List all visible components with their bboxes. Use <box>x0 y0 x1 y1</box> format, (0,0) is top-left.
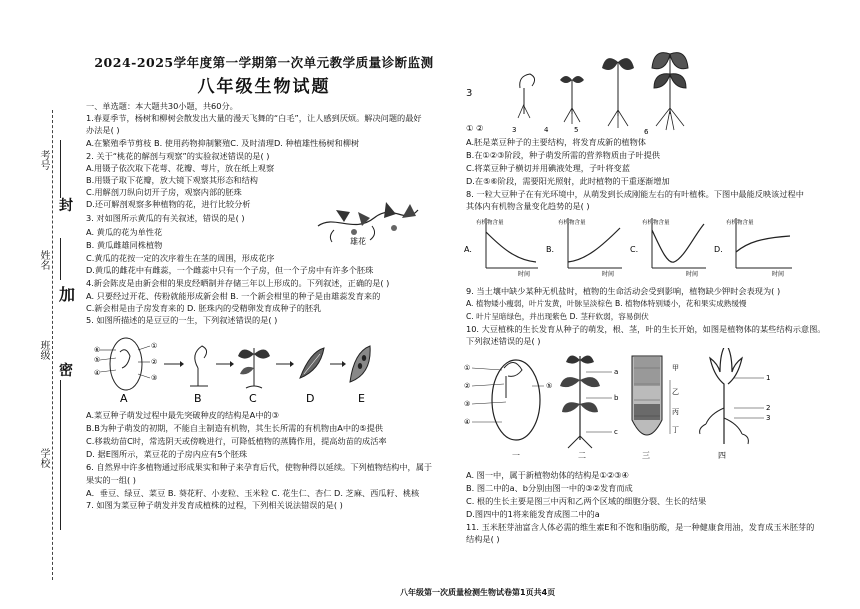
text-line: A. 只要经过开花、传粉就能形成新会柑 B. 一个新会柑里的种子是由雄蕊发育来的 <box>86 291 381 301</box>
text-line: 11. 玉米胚芽油富含人体必需的维生素E和不饱和脂肪酸，是一种健康食用油，发育成玉米胚芽的 <box>466 522 815 532</box>
seal-char-mid: 加 <box>59 285 76 304</box>
text-line: 9. 当土壤中缺少某种无机盐时，植物的生命活动会受到影响，植物缺少钾时会表现为( ) <box>466 286 781 296</box>
text-line: B. 黄瓜雌雄同株植物 <box>86 240 163 250</box>
text-line: 结构是( ) <box>466 534 500 544</box>
text-line: B.用镊子取下花瓣，放大镜下观察其形态和结构 <box>86 175 258 185</box>
text-line: 3. 对如图所示黄瓜的有关叙述，错误的是( ) <box>86 213 245 223</box>
graph-d-ylabel: 有机物含量 <box>726 220 754 226</box>
three-label-ding: 丁 <box>672 426 679 434</box>
graph-c-label: C. <box>630 245 639 254</box>
text-line: 2. 关于“桃花的解剖与观察”的实验叙述错误的是( ) <box>86 151 270 161</box>
page-footer: 八年级第一次质量检测生物试卷第1页共4页 <box>400 588 556 597</box>
bean-stage-b: B <box>194 392 202 405</box>
graph-d-label: D. <box>714 245 723 254</box>
text-line: D.图四中的1将来能发育成图二中的a <box>466 509 600 519</box>
seal-char-bot: 密 <box>59 363 73 379</box>
binding-margin <box>0 0 84 609</box>
seal-char-top: 封 <box>59 198 73 214</box>
bean-num-2: ② <box>151 358 158 366</box>
structure-two <box>560 355 619 460</box>
text-line: C.用解剖刀纵向切开子房，观察内部的胚珠 <box>86 187 242 197</box>
kaohao-underline <box>60 140 61 198</box>
structure-one <box>464 360 552 460</box>
plant-structures-figure <box>462 348 842 464</box>
graph-b-label: B. <box>546 245 555 254</box>
graph-b-ylabel: 有机物含量 <box>558 220 586 226</box>
graph-a-ylabel: 有机物含量 <box>476 220 504 226</box>
graph-b <box>546 218 622 278</box>
graph-a <box>464 218 538 278</box>
xuexiao-underline <box>60 440 61 530</box>
seedling-num-4: 4 <box>544 126 549 134</box>
bean-stage-a: A <box>120 392 128 405</box>
text-line: C.将菜豆种子横切并用碘液处理，子叶将变蓝 <box>466 163 630 173</box>
bean-stage-e: E <box>358 392 365 405</box>
graph-c-xlabel: 时间 <box>686 271 699 278</box>
organic-matter-graphs <box>462 212 842 282</box>
seedling-num-5: 5 <box>574 126 579 134</box>
text-line: D. 据E图所示，菜豆花的子房内应有5个胚珠 <box>86 449 248 459</box>
text-line: D.黄瓜的雌花中有雌蕊，一个雌蕊中只有一个子房，但一个子房中有许多个胚珠 <box>86 265 374 275</box>
text-line: 10. 大豆植株的生长发育从种子的萌发，根、茎，叶的生长开始，如图是植物体的某些结构示意图。 <box>466 324 826 334</box>
caption-four: 四 <box>718 451 726 460</box>
label-xuexiao: 学校 <box>38 448 49 468</box>
text-line: C. 根的生长主要是图三中丙和乙两个区域的细胞分裂、生长的结果 <box>466 496 707 506</box>
graph-b-xlabel: 时间 <box>602 271 615 278</box>
left-column <box>86 0 442 609</box>
graph-d-xlabel: 时间 <box>772 271 785 278</box>
label-banji: 班级 <box>38 340 49 360</box>
figure-number-3: 3 <box>466 88 473 99</box>
seedling-num-3: 3 <box>512 126 517 134</box>
text-line: D.在⑤⑥阶段，需要阳光照射，此时植物的干重逐渐增加 <box>466 176 670 186</box>
two-label-a: a <box>614 368 619 376</box>
text-line: B.B为种子萌发的初期，不能自主制造有机物，其生长所需的有机物由A中的⑤提供 <box>86 423 383 433</box>
bean-num-4: ④ <box>94 369 101 377</box>
section-header: 一、单选题：本大题共30小题，共60分。 <box>86 101 238 111</box>
text-line: 5. 如图所描述的是豆豆的一生，下列叙述错误的是( ) <box>86 315 278 325</box>
seedling-num-6: 6 <box>644 128 649 136</box>
text-line: B. 图二中的a、b分别由图一中的③②发育而成 <box>466 483 633 493</box>
text-line: A. 黄瓜的花为单性花 <box>86 227 163 237</box>
caption-three: 三 <box>642 451 650 460</box>
seedling-stages-figure <box>510 44 700 136</box>
text-line: C. 叶片呈暗绿色，并出现紫色 D. 茎秆软弱，容易倒伏 <box>466 312 649 321</box>
text-line: 办法是( ) <box>86 125 120 135</box>
text-line: A. 植物矮小瘦弱，叶片发黄，叶脉呈淡棕色 B. 植物体特别矮小，花和果实成熟缓慢 <box>466 299 747 308</box>
structure-three <box>632 356 679 460</box>
cucumber-male-flower-label: 雄花 <box>350 237 366 246</box>
one-num-3: ③ <box>464 400 471 408</box>
text-line: A.菜豆种子萌发过程中最先突破种皮的结构是A中的③ <box>86 410 279 420</box>
text-line: 8. 一粒大豆种子在有光环境中，从萌发到长成刚能左右的有叶植株。下图中最能反映该过程中 <box>466 189 804 199</box>
text-line: A. 图一中，属于新植物幼体的结构是①②③④ <box>466 470 629 480</box>
three-label-jia: 甲 <box>672 364 679 372</box>
text-line: B.在①②③阶段，种子萌发所需的营养物质由子叶提供 <box>466 150 660 160</box>
text-line: 果实的一组( ) <box>86 475 136 485</box>
text-line: 7. 如图为菜豆种子萌发并发育成植株的过程，下列相关说法错误的是( ) <box>86 500 343 510</box>
one-num-1: ① <box>464 364 471 372</box>
text-line: 4.新会陈皮是由新会柑的果皮经晒制并存储三年以上形成的。下列叙述，正确的是( ) <box>86 278 390 288</box>
right-column <box>462 0 842 609</box>
one-num-2: ② <box>464 382 471 390</box>
text-line: C.新会柑是由子房发育来的 D. 胚珠内的受精卵发育成种子的胚乳 <box>86 303 322 313</box>
bean-num-1: ① <box>151 342 158 350</box>
text-line: C.移栽幼苗C时，常选阴天或傍晚进行，可降低植物的蒸腾作用，提高幼苗的成活率 <box>86 436 387 446</box>
graph-c <box>630 218 706 278</box>
text-line: C.黄瓜的花按一定的次序着生在茎的周围，形成花序 <box>86 253 275 263</box>
bean-num-5: ⑤ <box>94 356 101 364</box>
bean-lifecycle-figure <box>94 328 374 408</box>
two-label-c: c <box>614 428 618 436</box>
one-num-4: ④ <box>464 418 471 426</box>
four-label-1: 1 <box>766 374 771 382</box>
seal-line <box>52 110 53 580</box>
xingming-underline <box>60 238 61 280</box>
graph-c-ylabel: 有机物含量 <box>642 220 670 226</box>
text-line: 6. 自然界中许多植物通过形成果实和种子来孕育后代，使物种得以延续。下列植物结构中，属于 <box>86 462 433 472</box>
graph-a-label: A. <box>464 245 472 254</box>
text-line: 下列叙述错误的是( ) <box>466 336 541 346</box>
caption-two: 二 <box>578 451 586 460</box>
text-line: A.胚是菜豆种子的主要结构，将发育成新的植物体 <box>466 137 646 147</box>
text-line: 其体内有机物含量变化趋势的是( ) <box>466 201 590 211</box>
three-label-yi: 乙 <box>672 388 679 396</box>
structure-four <box>700 348 771 460</box>
text-line: A．垂豆、绿豆、菜豆 B. 葵花籽、小麦粒、玉米粒 C. 花生仁、杏仁 D. 芝麻、西瓜籽、桃核 <box>86 488 420 498</box>
cucumber-figure <box>314 196 424 248</box>
bean-num-3: ③ <box>151 374 158 382</box>
four-label-3: 3 <box>766 414 771 422</box>
seedling-nums-12: ① ② <box>466 123 484 133</box>
text-line: D.还可解剖观察多种植物的花，进行比较分析 <box>86 199 251 209</box>
one-num-5: ⑤ <box>546 382 553 390</box>
exam-subtitle: 八年级生物试题 <box>197 77 331 97</box>
text-line: 1.春夏季节，杨树和柳树会散发出大量的漫天飞舞的“白毛”，让人感到厌烦。解决问题的最好 <box>86 113 422 123</box>
label-kaohao: 考号 <box>38 150 49 170</box>
caption-one: 一 <box>512 451 520 460</box>
bean-num-6: ⑥ <box>94 346 101 354</box>
four-label-2: 2 <box>766 404 771 412</box>
two-label-b: b <box>614 394 619 402</box>
exam-title: 2024-2025学年度第一学期第一次单元教学质量诊断监测 <box>94 55 434 70</box>
text-line: A.在繁殖季节剪枝 B. 使用药物抑制繁殖C. 及时清理D. 种植雄性杨树和柳树 <box>86 138 360 148</box>
graph-a-xlabel: 时间 <box>518 271 531 278</box>
text-line: A.用镊子依次取下花萼、花瓣、萼片，放在纸上观察 <box>86 163 275 173</box>
banji-underline <box>60 380 61 440</box>
three-label-bing: 丙 <box>672 408 679 416</box>
bean-stage-c: C <box>249 392 257 405</box>
bean-stage-d: D <box>306 392 315 405</box>
graph-d <box>714 218 792 278</box>
label-xingming: 姓名 <box>38 250 49 270</box>
